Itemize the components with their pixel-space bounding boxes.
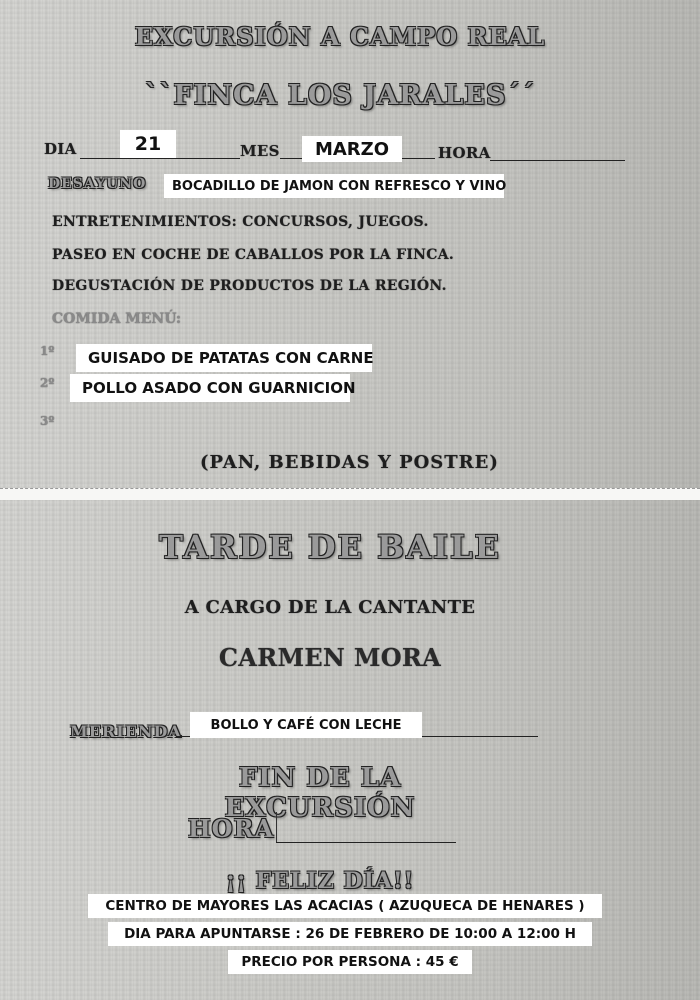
course-2-value: POLLO ASADO CON GUARNICION xyxy=(70,374,350,402)
hora-line-bottom xyxy=(276,842,456,843)
comida-menu-label: COMIDA MENÚ: xyxy=(52,311,182,327)
dia-label: DIA xyxy=(44,140,77,158)
hora-box-edge xyxy=(276,812,277,842)
merienda-label: MERIENDA xyxy=(70,722,182,741)
course-3-number: 3º xyxy=(40,414,55,428)
tarde-de-baile-title: TARDE DE BAILE xyxy=(159,528,501,566)
pan-bebidas-postre: (PAN, BEBIDAS Y POSTRE) xyxy=(200,452,499,473)
dia-line xyxy=(80,158,240,159)
paseo-text: PASEO EN COCHE DE CABALLOS POR LA FINCA. xyxy=(52,247,455,263)
precio-info: PRECIO POR PERSONA : 45 € xyxy=(228,950,472,974)
top-flyer-sheet xyxy=(0,0,700,488)
course-2-number: 2º xyxy=(40,376,55,390)
desayuno-value: BOCADILLO DE JAMON CON REFRESCO Y VINO xyxy=(164,174,504,198)
centro-info: CENTRO DE MAYORES LAS ACACIAS ( AZUQUECA DE HENARES ) xyxy=(88,894,602,918)
merienda-value: BOLLO Y CAFÉ CON LECHE xyxy=(190,712,422,738)
mes-label: MES xyxy=(240,142,280,160)
hora-line-top xyxy=(490,160,625,161)
degustacion-text: DEGUSTACIÓN DE PRODUCTOS DE LA REGIÓN. xyxy=(52,278,447,294)
hora-label-top: HORA xyxy=(438,144,491,162)
course-1-number: 1º xyxy=(40,344,55,358)
fin-excursion-title: FIN DE LA EXCURSIÓN xyxy=(224,763,416,823)
apuntarse-info: DIA PARA APUNTARSE : 26 DE FEBRERO DE 10:00 A 12:00 H xyxy=(108,922,592,946)
hora-label-bottom: HORA xyxy=(188,814,275,843)
finca-subtitle: ``FINCA LOS JARALES´´ xyxy=(144,80,536,111)
course-1-value: GUISADO DE PATATAS CON CARNE xyxy=(76,344,372,372)
singer-name: CARMEN MORA xyxy=(218,643,442,672)
entretenimientos-text: ENTRETENIMIENTOS: CONCURSOS, JUEGOS. xyxy=(52,214,429,230)
mes-value: MARZO xyxy=(302,136,402,162)
desayuno-label: DESAYUNO xyxy=(48,176,147,192)
bottom-flyer-sheet xyxy=(0,500,700,1000)
a-cargo-text: A CARGO DE LA CANTANTE xyxy=(184,597,476,618)
feliz-dia: ¡¡ FELIZ DÍA!! xyxy=(225,868,415,894)
excursion-title: EXCURSIÓN A CAMPO REAL xyxy=(134,22,546,51)
dia-value: 21 xyxy=(120,130,176,158)
